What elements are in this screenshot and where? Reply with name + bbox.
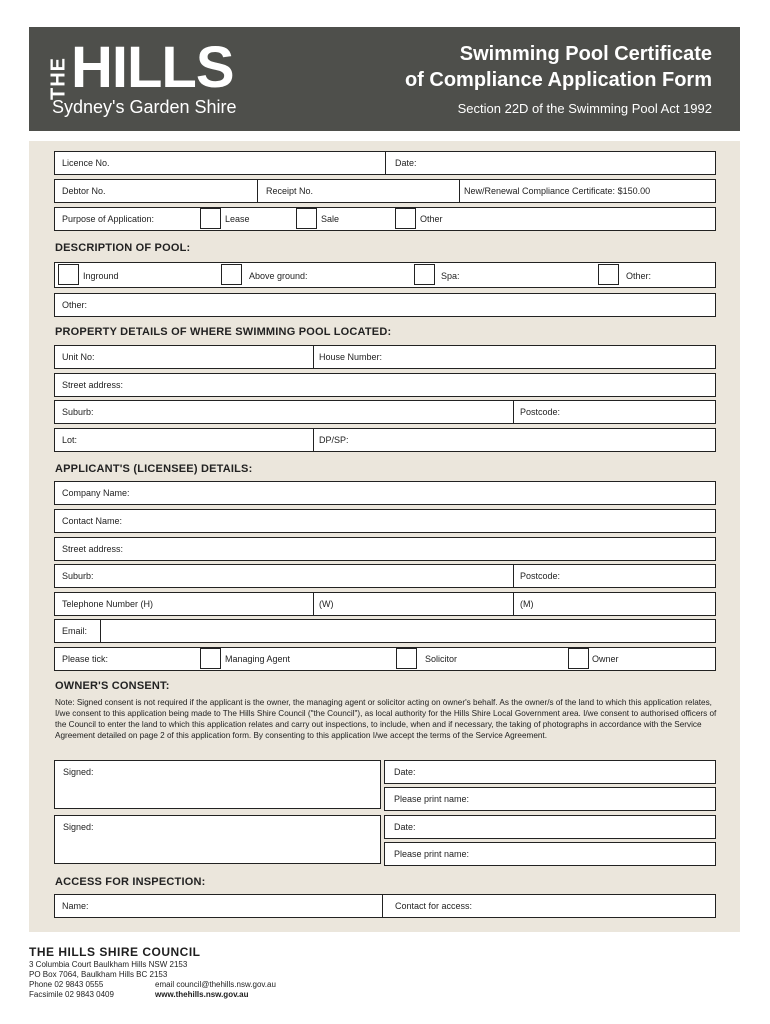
lease-label: Lease xyxy=(225,214,250,224)
property-suburb-label: Suburb: xyxy=(62,407,94,417)
property-heading: PROPERTY DETAILS OF WHERE SWIMMING POOL LOCATED: xyxy=(55,326,392,338)
applicant-postcode-label: Postcode: xyxy=(520,571,561,581)
row-unit xyxy=(54,345,716,369)
form-subtitle: Section 22D of the Swimming Pool Act 1992 xyxy=(457,101,712,116)
spa-checkbox[interactable] xyxy=(414,264,435,285)
row-access xyxy=(54,894,716,918)
form-title-line1: Swimming Pool Certificate xyxy=(459,43,712,65)
company-name-field[interactable] xyxy=(54,481,716,505)
access-heading: ACCESS FOR INSPECTION: xyxy=(55,876,206,888)
receipt-no-label: Receipt No. xyxy=(266,186,314,196)
contact-name-label: Contact Name: xyxy=(62,516,123,526)
other-pool-checkbox[interactable] xyxy=(598,264,619,285)
phone-w-label: (W) xyxy=(319,599,334,609)
print-name-1-field[interactable] xyxy=(384,787,716,811)
header-banner xyxy=(29,27,740,131)
logo-hills: HILLS xyxy=(71,35,234,100)
property-street-label: Street address: xyxy=(62,380,124,390)
other-purpose-checkbox[interactable] xyxy=(395,208,416,229)
purpose-label: Purpose of Application: xyxy=(62,214,155,224)
solicitor-checkbox[interactable] xyxy=(396,648,417,669)
managing-agent-checkbox[interactable] xyxy=(200,648,221,669)
company-name-label: Company Name: xyxy=(62,488,130,498)
row-purpose xyxy=(54,207,716,231)
solicitor-label: Solicitor xyxy=(425,654,458,664)
please-tick-label: Please tick: xyxy=(62,654,109,664)
inground-label: Inground xyxy=(83,271,119,281)
pool-other-field[interactable] xyxy=(54,293,716,317)
signed-1-field[interactable] xyxy=(54,760,381,809)
footer-website[interactable]: www.thehills.nsw.gov.au xyxy=(155,990,249,999)
footer-council-name: THE HILLS SHIRE COUNCIL xyxy=(29,945,201,959)
property-postcode-label: Postcode: xyxy=(520,407,561,417)
contact-name-field[interactable] xyxy=(54,509,716,533)
signed-2-field[interactable] xyxy=(54,815,381,864)
fee-label: New/Renewal Compliance Certificate: $150.00 xyxy=(464,186,651,196)
applicant-heading: APPLICANT'S (LICENSEE) DETAILS: xyxy=(55,463,253,475)
phone-h-label: Telephone Number (H) xyxy=(62,599,154,609)
email-label: Email: xyxy=(62,626,88,636)
footer-fax: Facsimile 02 9843 0409 xyxy=(29,990,114,999)
form-title-line2: of Compliance Application Form xyxy=(404,69,712,91)
signed-2-label: Signed: xyxy=(63,822,94,832)
row-lot xyxy=(54,428,716,452)
row-debtor xyxy=(54,179,716,203)
row-pool-type xyxy=(54,262,716,288)
debtor-no-label: Debtor No. xyxy=(62,186,106,196)
row-please-tick xyxy=(54,647,716,671)
access-name-label: Name: xyxy=(62,901,89,911)
pool-heading: DESCRIPTION OF POOL: xyxy=(55,242,191,254)
sale-checkbox[interactable] xyxy=(296,208,317,229)
consent-heading: OWNER'S CONSENT: xyxy=(55,680,170,692)
owner-checkbox[interactable] xyxy=(568,648,589,669)
footer-email[interactable]: email council@thehills.nsw.gov.au xyxy=(155,980,276,989)
other-pool-label: Other: xyxy=(626,271,652,281)
row-applicant-suburb xyxy=(54,564,716,588)
sale-label: Sale xyxy=(321,214,340,224)
row-email xyxy=(54,619,716,643)
print-name-1-label: Please print name: xyxy=(394,794,470,804)
office-date-label: Date: xyxy=(395,158,417,168)
above-ground-label: Above ground: xyxy=(249,271,308,281)
footer-address-1: 3 Columbia Court Baulkham Hills NSW 2153 xyxy=(29,960,188,969)
print-name-2-label: Please print name: xyxy=(394,849,470,859)
row-property-suburb xyxy=(54,400,716,424)
consent-note: Note: Signed consent is not required if the applicant is the owner, the managing agent or solicitor acting on owner's behalf. As the owner/s of the land to which this application relates, I/we consent to this application being made to The Hills Shire Council ("the Council"), as local authority for the Hills Shire Local Government area. I/we consent to authorised officers of the Council to enter the land to which this application relates and carry out inspections, to include, when and if necessary, the taking of photographs in accordance with the Service Agreement detailed on page 2 of this application form. By consenting to this application I/we accept the terms of the Service Agreement. xyxy=(55,698,717,740)
unit-no-label: Unit No: xyxy=(62,352,95,362)
other-purpose-label: Other xyxy=(420,214,443,224)
dpsp-label: DP/SP: xyxy=(319,435,349,445)
signed-1-label: Signed: xyxy=(63,767,94,777)
consent-date-1-label: Date: xyxy=(394,767,416,777)
property-street-field[interactable] xyxy=(54,373,716,397)
logo-the-text: THE xyxy=(47,57,70,100)
phone-m-label: (M) xyxy=(520,599,534,609)
spa-label: Spa: xyxy=(441,271,460,281)
consent-date-2-field[interactable] xyxy=(384,815,716,839)
footer-address-2: PO Box 7064, Baulkham Hills BC 2153 xyxy=(29,970,168,979)
consent-date-1-field[interactable] xyxy=(384,760,716,784)
licence-no-label: Licence No. xyxy=(62,158,110,168)
row-phone xyxy=(54,592,716,616)
row-licence xyxy=(54,151,716,175)
managing-agent-label: Managing Agent xyxy=(225,654,291,664)
lot-label: Lot: xyxy=(62,435,78,445)
logo-tagline: Sydney's Garden Shire xyxy=(52,97,237,117)
applicant-street-label: Street address: xyxy=(62,544,124,554)
lease-checkbox[interactable] xyxy=(200,208,221,229)
pool-other-field-label: Other: xyxy=(62,300,88,310)
house-number-label: House Number: xyxy=(319,352,383,362)
access-contact-label: Contact for access: xyxy=(395,901,473,911)
owner-label: Owner xyxy=(592,654,619,664)
consent-date-2-label: Date: xyxy=(394,822,416,832)
applicant-suburb-label: Suburb: xyxy=(62,571,94,581)
footer-phone: Phone 02 9843 0555 xyxy=(29,980,104,989)
applicant-street-field[interactable] xyxy=(54,537,716,561)
inground-checkbox[interactable] xyxy=(58,264,79,285)
print-name-2-field[interactable] xyxy=(384,842,716,866)
above-ground-checkbox[interactable] xyxy=(221,264,242,285)
